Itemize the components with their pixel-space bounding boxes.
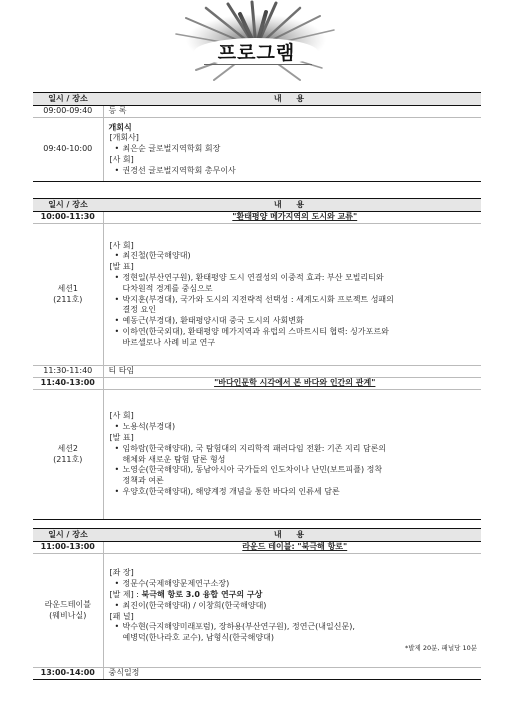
row-content: 티 타임: [103, 366, 481, 378]
session-title: 라운드 테이블: "북극해 항로": [103, 542, 481, 554]
row-time: 세션2 (211호): [33, 390, 103, 520]
list-item: • 최은순 글로벌지역학회 회장: [114, 144, 221, 154]
table-row: [33, 366, 481, 378]
header-content: 내 용: [103, 93, 481, 106]
table-row: [33, 390, 481, 520]
role-label: [좌 장]: [109, 568, 134, 578]
row-time: 09:40-10:00: [33, 118, 103, 182]
header-time: 일시 / 장소: [33, 199, 103, 212]
row-time: 라운드테이블 (웨비나실): [33, 554, 103, 668]
row-time: 11:30-11:40: [33, 366, 103, 378]
session-title: "환태평양 메가지역의 도시와 교류": [103, 212, 481, 224]
list-item: • 임하람(한국해양대), 국 탐험대의 지리학적 패러다임 전환: 기존 지리 담론의: [114, 443, 387, 453]
row-time: 10:00-11:30: [33, 212, 103, 224]
list-item: • 최진철(한국해양대): [114, 251, 191, 261]
program-table-roundtable: [33, 528, 481, 680]
table-header: [33, 199, 481, 212]
row-time: 11:40-13:00: [33, 378, 103, 390]
list-item: • 정문수(국제해양문제연구소장): [114, 579, 230, 589]
header-content: 내 용: [103, 199, 481, 212]
role-label: [사 회]: [109, 240, 134, 250]
list-item: • 이하연(한국외대), 환태평양 메가지역과 유럽의 스마트시티 협력: 싱가포르와: [114, 326, 389, 336]
header-time: 일시 / 장소: [33, 93, 103, 106]
page-header: [0, 0, 513, 92]
row-time: 09:00-09:40: [33, 106, 103, 118]
row-content: [사 회] • 최진철(한국해양대) [발 표] • 정현일(부산연구원), 환태평양 도시 연결성의 이중적 효과: 부산 모빌리티와 다차원적 경계를 중심으로 • 박지훈(부경대), 국가와 도시의 지전략적 선택성 : 세계도시화 프로젝트 성패의 결정 요인 • 예동근(부경대), 환태평양시대 중국 도시의 사회변화 • 이하연(한국외대), 환태평양 메가지역과 유럽의 스마트시티 협력: 싱가포르와 바르셀로나 사례 비교 연구: [103, 224, 481, 366]
table-row: [33, 212, 481, 224]
row-content: 중식일정: [103, 668, 481, 680]
role-label: [패 널]: [109, 611, 134, 621]
role-label: [발 제] : 북극해 항로 3.0 융합 연구의 구상: [109, 589, 263, 599]
list-item: • 우양호(한국해양대), 해양계정 개념을 통한 바다의 인류세 담론: [114, 486, 340, 496]
row-time: 세션1 (211호): [33, 224, 103, 366]
table-row: [33, 668, 481, 680]
role-label: [발 표]: [109, 262, 134, 272]
table-row: [33, 106, 481, 118]
role-label: [발 표]: [109, 432, 134, 442]
program-table-sessions: [33, 198, 481, 520]
time-note: *발제 20분, 패널당 10분: [404, 643, 477, 652]
row-content: [103, 118, 481, 182]
table-row: [33, 118, 481, 182]
table-row: [33, 378, 481, 390]
list-item: • 정현일(부산연구원), 환태평양 도시 연결성의 이중적 효과: 부산 모빌리티와: [114, 272, 384, 282]
list-item: • 최진이(한국해양대) / 이창희(한국해양대): [114, 600, 267, 610]
role-label: [사 회]: [109, 154, 134, 164]
opening-title: 개회식: [108, 122, 132, 132]
row-content: [사 회] • 노용석(부경대) [발 표] • 임하람(한국해양대), 국 탐험대의 지리학적 패러다임 전환: 기존 지리 담론의 해체와 새로운 탐험 담론 형성 • 노영순(한국해양대), 동남아시아 국가들의 인도차이나 난민(보트피플) 정착 정책과 여론 • 우양호(한국해양대), 해양계정 개념을 통한 바다의 인류세 담론: [103, 390, 481, 520]
role-label: [사 회]: [109, 411, 134, 421]
table-row: [33, 554, 481, 668]
list-item: • 노용석(부경대): [114, 422, 176, 432]
table-row: [33, 542, 481, 554]
list-item: • 예동근(부경대), 환태평양시대 중국 도시의 사회변화: [114, 316, 304, 326]
page-title: 프로그램: [217, 42, 296, 64]
row-content: [좌 장] • 정문수(국제해양문제연구소장) [발 제] : 북극해 항로 3.0 융합 연구의 구상 • 최진이(한국해양대) / 이창희(한국해양대) [패 널] • 박수현(극지해양미래포럼), 장하용(부산연구원), 정연근(내일신문), 예병덕(한나라호 교수), 남형식(한국해양대) *발제 20분, 패널당 10분: [103, 554, 481, 668]
title-divider: [204, 64, 312, 65]
row-time: 11:00-13:00: [33, 542, 103, 554]
session-title: "바다인문학 시각에서 본 바다와 인간의 관계": [103, 378, 481, 390]
role-label: [개회사]: [109, 133, 139, 143]
header-content: 내 용: [103, 529, 481, 542]
table-row: [33, 224, 481, 366]
list-item: • 권경선 글로벌지역학회 총무이사: [114, 165, 236, 175]
program-table-opening: [33, 92, 481, 182]
list-item: • 노영순(한국해양대), 동남아시아 국가들의 인도차이나 난민(보트피플) 정착: [114, 465, 383, 475]
list-item: • 박지훈(부경대), 국가와 도시의 지전략적 선택성 : 세계도시화 프로젝트 성패의: [114, 294, 394, 304]
row-time: 13:00-14:00: [33, 668, 103, 680]
table-header: [33, 93, 481, 106]
row-content: 등 록: [103, 106, 481, 118]
table-header: [33, 529, 481, 542]
list-item: • 박수현(극지해양미래포럼), 장하용(부산연구원), 정연근(내일신문),: [114, 622, 355, 632]
header-time: 일시 / 장소: [33, 529, 103, 542]
